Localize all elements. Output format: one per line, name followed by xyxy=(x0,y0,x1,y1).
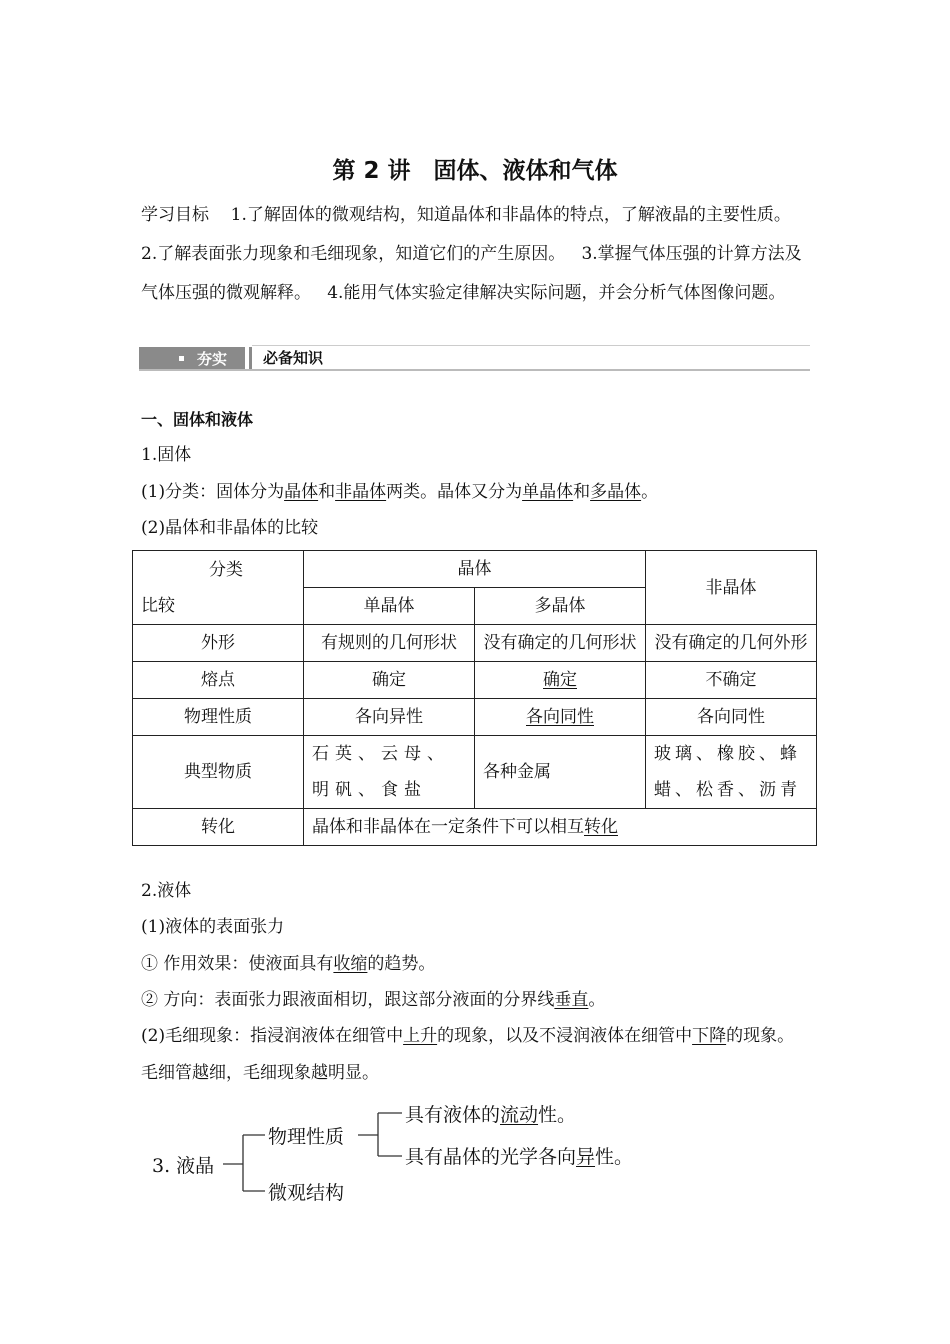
table-header-amorphous: 非晶体 xyxy=(646,551,817,625)
goal-item: 4.能用气体实验定律解决实际问题，并会分析气体图像问题。 xyxy=(327,283,786,303)
learning-goals xyxy=(141,196,811,313)
goals-label: 学习目标 xyxy=(141,205,209,225)
answer-blank: 流动 xyxy=(500,1104,539,1126)
goal-item: 1.了解固体的微观结构，知道晶体和非晶体的特点，了解液晶的主要性质。 xyxy=(230,205,791,225)
answer-blank: 单晶体 xyxy=(522,482,574,502)
table-header-poly: 多晶体 xyxy=(475,588,646,625)
lc-branch-optical: 具有晶体的光学各向异性。 xyxy=(405,1146,634,1168)
table-row: 转化 晶体和非晶体在一定条件下可以相互转化 xyxy=(133,809,817,846)
lc-physical-node: 物理性质 xyxy=(268,1126,345,1148)
answer-blank: 下降 xyxy=(692,1026,727,1046)
answer-blank: 非晶体 xyxy=(335,482,387,502)
subheading-liquid: 2.液体 xyxy=(141,881,192,901)
banner-rule xyxy=(252,345,810,346)
page-title: 第 2 讲 固体、液体和气体 xyxy=(332,158,618,184)
goal-item: 3.掌握气体压强的计算方法及气体压强的微观解释。 xyxy=(141,244,802,303)
table-corner-cell: 分类 比较 xyxy=(133,551,304,625)
answer-blank: 收缩 xyxy=(333,954,368,974)
banner-tag xyxy=(139,347,245,369)
answer-blank: 确定 xyxy=(543,670,577,690)
capillary-paragraph: (2)毛细现象：指浸润液体在细管中上升的现象，以及不浸润液体在细管中下降的现象。毛细管越细，毛细现象越明显。 xyxy=(141,1026,795,1083)
section-banner xyxy=(139,345,810,371)
table-row: 熔点 确定 确定 不确定 xyxy=(133,662,817,699)
subheading-solid: 1.固体 xyxy=(141,445,192,465)
answer-blank: 异 xyxy=(576,1146,596,1168)
compare-heading: (2)晶体和非晶体的比较 xyxy=(141,518,319,538)
banner-label: 必备知识 xyxy=(263,349,324,367)
lc-branch-flow: 具有液体的流动性。 xyxy=(405,1104,577,1126)
lc-micro-node: 微观结构 xyxy=(268,1182,345,1204)
answer-blank: 多晶体 xyxy=(590,482,642,502)
table-row: 物理性质 各向异性 各向同性 各向同性 xyxy=(133,699,817,736)
tension-heading: (1)液体的表面张力 xyxy=(141,917,285,937)
bullet-icon xyxy=(179,356,184,361)
table-header-crystal: 晶体 xyxy=(304,551,646,588)
banner-rule xyxy=(139,369,810,371)
lc-root: 3. 液晶 xyxy=(152,1155,215,1177)
answer-blank: 垂直 xyxy=(554,990,589,1010)
answer-blank: 上升 xyxy=(403,1026,438,1046)
table-row: 典型物质 石英、云母、明矾、食盐 各种金属 玻璃、橡胶、蜂蜡、松香、沥青 xyxy=(133,736,817,809)
goal-item: 2.了解表面张力现象和毛细现象，知道它们的产生原因。 xyxy=(141,244,566,264)
answer-blank: 各向同性 xyxy=(526,707,594,727)
comparison-table xyxy=(132,550,817,846)
section-heading: 一、固体和液体 xyxy=(141,410,254,429)
tension-effect: ① 作用效果：使液面具有收缩的趋势。 xyxy=(141,954,436,974)
answer-blank: 晶体 xyxy=(284,482,319,502)
tension-direction: ② 方向：表面张力跟液面相切，跟这部分液面的分界线垂直。 xyxy=(141,990,606,1010)
table-header-single: 单晶体 xyxy=(304,588,475,625)
banner-tag-label: 夯实 xyxy=(197,350,228,368)
answer-blank: 转化 xyxy=(584,817,618,837)
classification-line: (1)分类：固体分为晶体和非晶体两类。晶体又分为单晶体和多晶体。 xyxy=(141,482,659,502)
table-row: 外形 有规则的几何形状 没有确定的几何形状 没有确定的几何外形 xyxy=(133,625,817,662)
banner-divider xyxy=(249,347,252,369)
